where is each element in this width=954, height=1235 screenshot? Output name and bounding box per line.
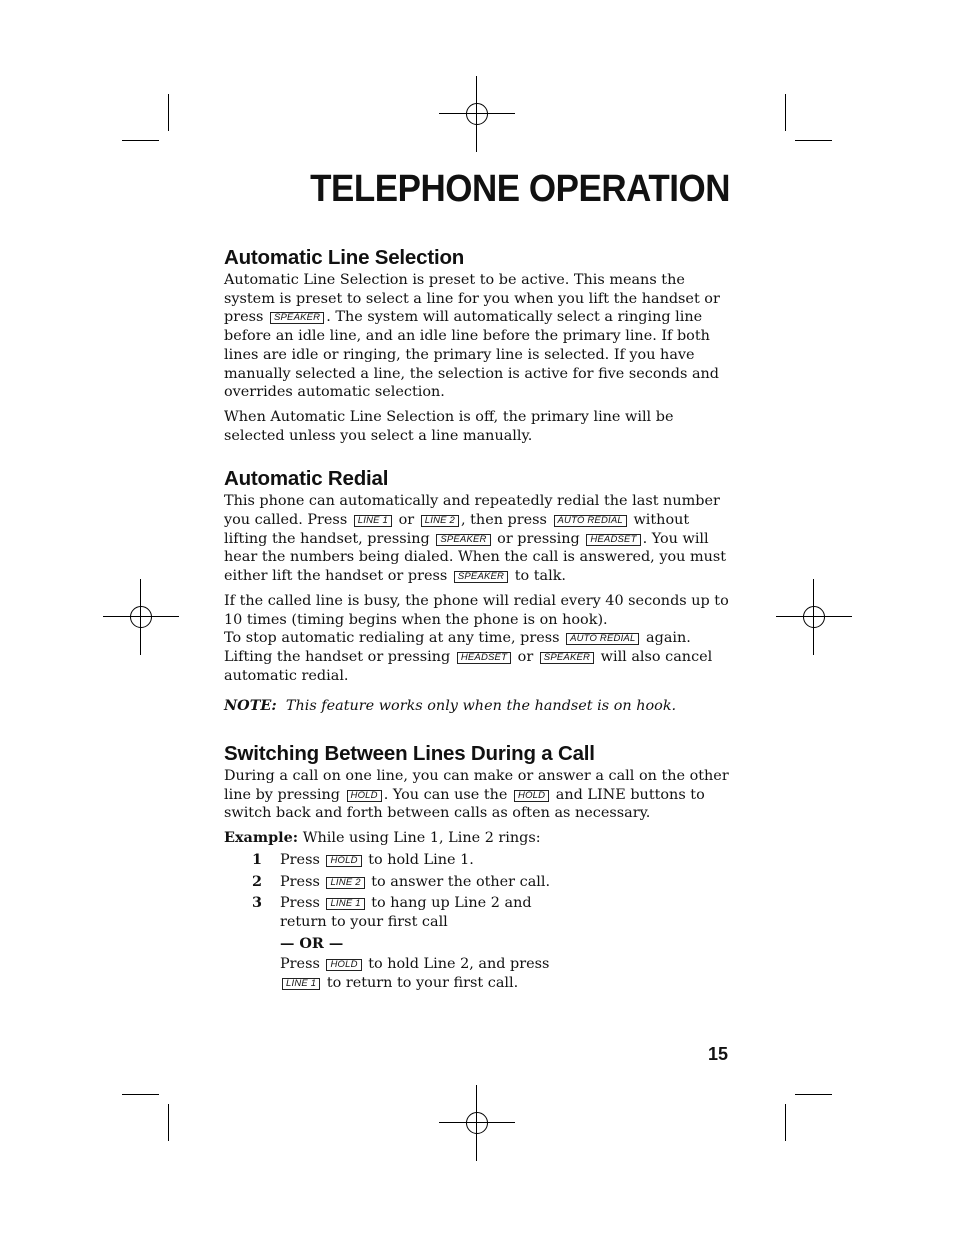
registration-mark-icon (439, 1085, 515, 1161)
auto-redial-key-icon: AUTO REDIAL (566, 633, 639, 645)
crop-mark (795, 140, 832, 141)
line1-key-icon: LINE 1 (282, 978, 320, 990)
section-automatic-redial (224, 467, 734, 716)
note (224, 697, 734, 716)
line2-key-icon: LINE 2 (326, 877, 364, 889)
section-switching-lines (224, 742, 734, 993)
headset-key-icon: HEADSET (586, 534, 640, 546)
crop-mark (122, 1094, 159, 1095)
note-label: NOTE: (224, 697, 277, 715)
line1-key-icon: LINE 1 (354, 515, 392, 527)
example: Example: While using Line 1, Line 2 rings: (224, 829, 541, 847)
hold-key-icon: HOLD (347, 790, 382, 802)
alternative-step: Press HOLD to hold Line 2, and press LINE 1 to return to your first call. (280, 956, 550, 992)
step-list (252, 851, 734, 932)
paragraph: When Automatic Line Selection is off, the primary line will be selected unless you select a line manually. (224, 408, 674, 444)
registration-mark-icon (103, 579, 179, 655)
paragraph: To stop automatic redialing at any time, press AUTO REDIAL again. Lifting the handset or pressing HEADSET or SPEAKER will also cancel automatic redial. (224, 630, 713, 684)
crop-mark (122, 140, 159, 141)
crop-mark (168, 1104, 169, 1141)
crop-mark (168, 94, 169, 131)
paragraph: This phone can automatically and repeatedly redial the last number you called. Press LINE 1 or LINE 2 , then press AUTO REDIAL without lifting the handset, pressing SPEAKER or pressing HEADSET . You will hear the numbers being dialed. When the call is answered, you must either lift the handset or press SPEAKER to talk. (224, 493, 727, 585)
crop-mark (785, 94, 786, 131)
crop-mark (785, 1104, 786, 1141)
section-heading: Switching Between Lines During a Call (224, 742, 595, 766)
step-number: 2 (252, 872, 263, 890)
page-title: TELEPHONE OPERATION (310, 168, 730, 210)
crop-mark (795, 1094, 832, 1095)
paragraph: Automatic Line Selection is preset to be active. This means the system is preset to select a line for you when you lift the handset or press SPEAKER . The system will automatically select a ringing line before an idle line, and an idle line before the primary line. If both lines are idle or ringing, the primary line is selected. If you have manually selected a line, the selection is active for five seconds and overrides automatic selection. (224, 272, 720, 401)
example-label: Example: (224, 829, 299, 847)
paragraph: During a call on one line, you can make or answer a call on the other line by pressing HOLD . You can use the HOLD and LINE buttons to switch back and forth between calls as often as necessary. (224, 768, 729, 822)
registration-mark-icon (439, 76, 515, 152)
line1-key-icon: LINE 1 (326, 898, 364, 910)
step-number: 1 (252, 850, 263, 868)
speaker-key-icon: SPEAKER (436, 534, 490, 546)
step-item: 3 Press LINE 1 to hang up Line 2 and return to your first call (252, 894, 532, 930)
note-text: This feature works only when the handset is on hook. (285, 698, 677, 715)
hold-key-icon: HOLD (326, 959, 361, 971)
section-heading: Automatic Line Selection (224, 246, 465, 269)
step-item: 1 Press HOLD to hold Line 1. (252, 850, 474, 868)
step-item: 2 Press LINE 2 to answer the other call. (252, 872, 551, 890)
speaker-key-icon: SPEAKER (540, 652, 594, 664)
line2-key-icon: LINE 2 (421, 515, 459, 527)
speaker-key-icon: SPEAKER (454, 571, 508, 583)
or-divider: — OR — (280, 934, 344, 952)
section-automatic-line-selection (224, 246, 734, 445)
auto-redial-key-icon: AUTO REDIAL (554, 515, 627, 527)
hold-key-icon: HOLD (326, 855, 361, 867)
step-number: 3 (252, 894, 263, 912)
page-content (224, 246, 734, 993)
registration-mark-icon (776, 579, 852, 655)
section-heading: Automatic Redial (224, 467, 389, 491)
speaker-key-icon: SPEAKER (270, 312, 324, 324)
hold-key-icon: HOLD (514, 790, 549, 802)
paragraph: If the called line is busy, the phone will redial every 40 seconds up to 10 times (timing begins when the phone is on hook). (224, 592, 729, 628)
page-number: 15 (707, 1044, 728, 1064)
headset-key-icon: HEADSET (457, 652, 511, 664)
